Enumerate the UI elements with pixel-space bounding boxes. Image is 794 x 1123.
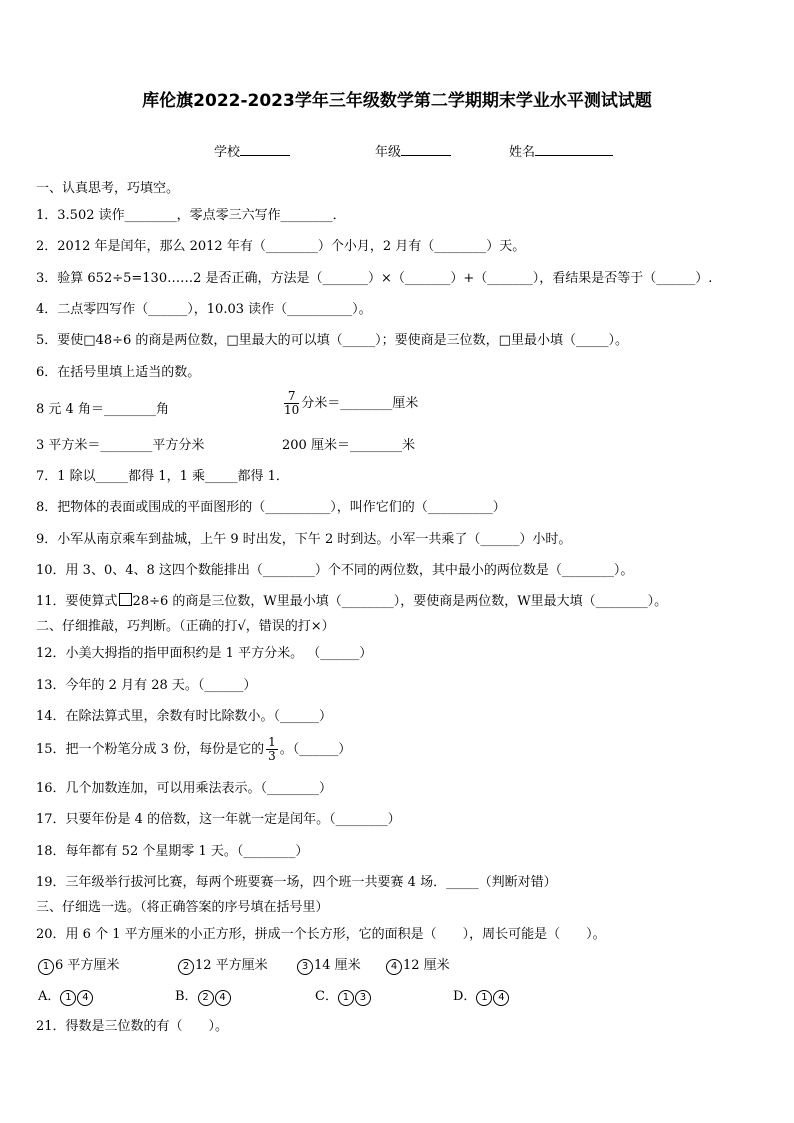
- fraction-1-3: [266, 736, 278, 763]
- question-15-post: 。（______）: [279, 742, 352, 757]
- question-4: 4．二点零四写作（______），10.03 读作（__________）。: [36, 302, 372, 317]
- circled-number-icon: 1: [60, 990, 76, 1006]
- name-label: 姓名: [509, 145, 536, 160]
- option-text: 6 平方厘米: [55, 958, 120, 973]
- name-blank[interactable]: [535, 141, 613, 156]
- choice-label: D．: [453, 989, 477, 1004]
- circled-number-icon: 4: [386, 959, 402, 975]
- question-11-pre: 11．要使算式: [36, 594, 118, 609]
- choice-a[interactable]: [38, 988, 94, 1006]
- question-1: 1．3.502 读作________，零点零三六写作________．: [36, 208, 346, 223]
- question-11-post: 28÷6 的商是三位数，W里最小填（________），要使商是两位数，W里最大填（________）。: [132, 594, 668, 609]
- choice-b[interactable]: [175, 988, 232, 1006]
- name-field[interactable]: [509, 141, 613, 160]
- school-label: 学校: [214, 145, 241, 160]
- question-6b-text: 分米＝________厘米: [301, 396, 419, 411]
- question-6b: [282, 390, 418, 417]
- fraction-numerator: 1: [268, 735, 276, 749]
- question-6d: 200 厘米＝________米: [282, 438, 415, 453]
- circled-number-icon: 3: [355, 990, 371, 1006]
- blank-square-icon: [119, 593, 132, 606]
- grade-blank[interactable]: [401, 141, 451, 156]
- question-21: 21．得数是三位数的有（ ）。: [36, 1019, 229, 1034]
- section-3-heading: 三、仔细选一选。（将正确答案的序号填在括号里）: [36, 900, 329, 915]
- question-18: 18．每年都有 52 个星期零 1 天。（________）: [36, 844, 309, 859]
- question-6c: 3 平方米＝________平方分米: [36, 438, 205, 453]
- question-15: [36, 736, 351, 763]
- question-19: 19．三年级举行拔河比赛，每两个班要赛一场，四个班一共要赛 4 场．_____（判断对错）: [36, 875, 557, 890]
- fraction-7-10: [284, 390, 299, 417]
- question-16: 16．几个加数连加，可以用乘法表示。（________）: [36, 781, 333, 796]
- q20-option-4: [386, 957, 450, 975]
- option-text: 12 平方厘米: [195, 958, 268, 973]
- question-2: 2．2012 年是闰年，那么 2012 年有（________）个小月，2 月有（________）天。: [36, 239, 526, 254]
- circled-number-icon: 1: [338, 990, 354, 1006]
- question-10: 10．用 3、0、4、8 这四个数能排出（________）个不同的两位数，其中最小的两位数是（________）。: [36, 563, 634, 578]
- circled-number-icon: 1: [476, 990, 492, 1006]
- option-text: 12 厘米: [403, 958, 450, 973]
- question-17: 17．只要年份是 4 的倍数，这一年就一定是闰年。（________）: [36, 812, 401, 827]
- question-20: 20．用 6 个 1 平方厘米的小正方形，拼成一个长方形，它的面积是（ ），周长可能是（ ）。: [36, 927, 606, 942]
- section-1-heading: 一、认真思考，巧填空。: [36, 181, 180, 196]
- question-14: 14．在除法算式里，余数有时比除数小。（______）: [36, 709, 333, 724]
- school-field[interactable]: [214, 141, 290, 160]
- question-15-pre: 15．把一个粉笔分成 3 份，每份是它的: [36, 742, 265, 757]
- fraction-denominator: 3: [268, 749, 276, 763]
- circled-number-icon: 2: [198, 990, 214, 1006]
- question-13: 13．今年的 2 月有 28 天。（______）: [36, 678, 257, 693]
- question-8: 8．把物体的表面或围成的平面图形的（__________），叫作它们的（__________）: [36, 500, 506, 515]
- question-9: 9．小军从南京乘车到盐城，上午 9 时出发，下午 2 时到达。小军一共乘了（______）小时。: [36, 532, 572, 547]
- question-7: 7．1 除以_____都得 1，1 乘_____都得 1．: [36, 469, 289, 484]
- choice-label: B．: [175, 989, 198, 1004]
- choice-label: A．: [38, 989, 61, 1004]
- q20-option-1: [38, 957, 119, 975]
- q20-option-3: [297, 957, 361, 975]
- option-text: 14 厘米: [314, 958, 361, 973]
- page-title: 库伦旗2022-2023学年三年级数学第二学期期末学业水平测试试题: [142, 91, 652, 111]
- question-5: 5．要使□48÷6 的商是两位数，□里最大的可以填（_____）；要使商是三位数，□里最小填（_____）。: [36, 333, 628, 348]
- question-6a: 8 元 4 角＝________角: [36, 402, 169, 417]
- circled-number-icon: 2: [178, 959, 194, 975]
- fraction-numerator: 7: [284, 390, 299, 404]
- circled-number-icon: 3: [297, 959, 313, 975]
- choice-label: C．: [315, 989, 338, 1004]
- question-11: [36, 593, 667, 611]
- choice-d[interactable]: [453, 988, 510, 1006]
- circled-number-icon: 4: [77, 990, 93, 1006]
- section-2-heading: 二、仔细推敲，巧判断。（正确的打√，错误的打×）: [36, 619, 335, 634]
- question-6: 6．在括号里填上适当的数。: [36, 365, 201, 380]
- question-12: 12．小美大拇指的指甲面积约是 1 平方分米。 （______）: [36, 646, 373, 661]
- fraction-denominator: 10: [284, 403, 300, 417]
- school-blank[interactable]: [240, 141, 290, 156]
- question-3: 3．验算 652÷5=130……2 是否正确，方法是（_______）×（_______）+（_______），看结果是否等于（______）.: [36, 271, 713, 286]
- grade-field[interactable]: [375, 141, 451, 160]
- circled-number-icon: 4: [493, 990, 509, 1006]
- q20-option-2: [178, 957, 268, 975]
- grade-label: 年级: [375, 145, 402, 160]
- choice-c[interactable]: [315, 988, 372, 1006]
- circled-number-icon: 4: [215, 990, 231, 1006]
- circled-number-icon: 1: [38, 959, 54, 975]
